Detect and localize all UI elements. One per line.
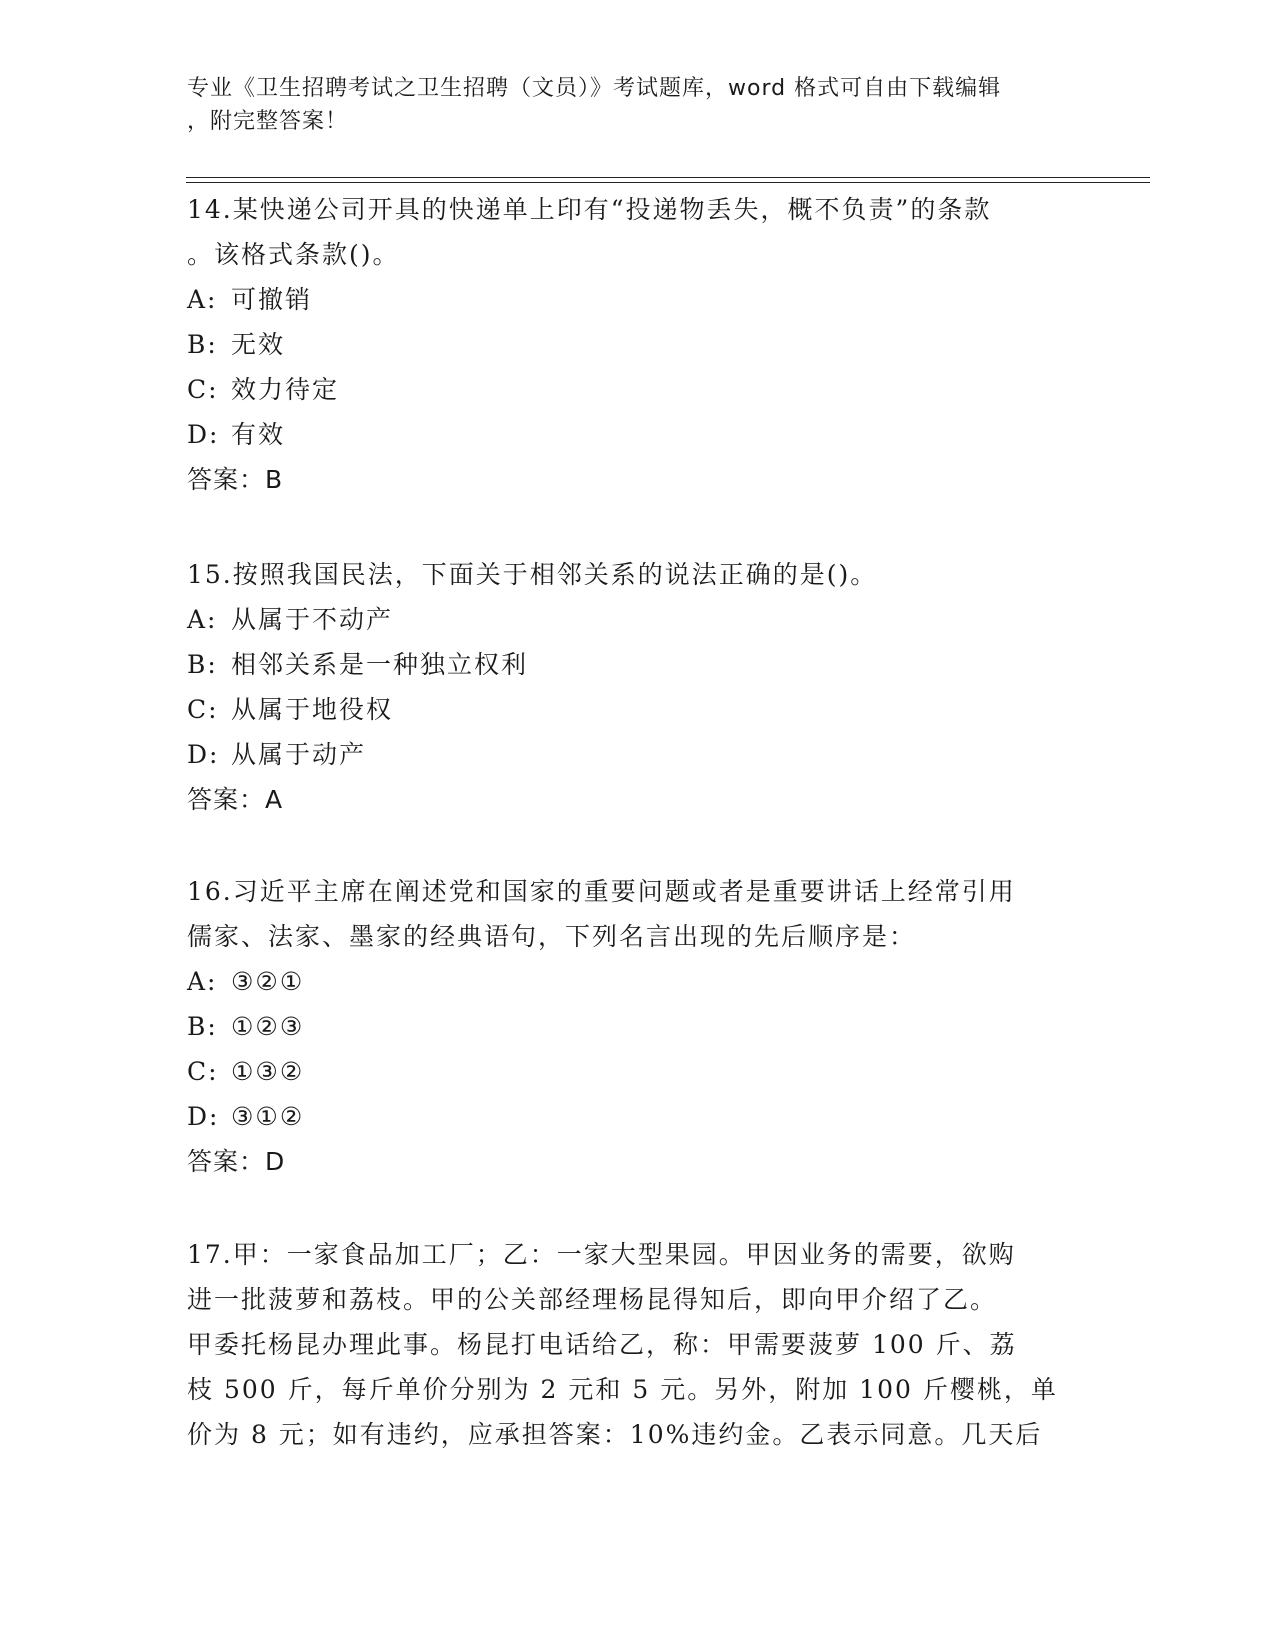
stem-line: 。该格式条款()。: [187, 240, 400, 269]
option-text: 无效: [231, 330, 286, 359]
option-letter: A:: [187, 285, 218, 314]
option-text: 可撤销: [231, 285, 313, 314]
stem-line: 16.习近平主席在阐述党和国家的重要问题或者是重要讲话上经常引用: [187, 877, 1016, 906]
answer-line: 答案：B: [187, 465, 284, 494]
option-letter: C:: [187, 695, 219, 724]
question-17: [187, 1232, 1067, 1457]
question-14: [187, 187, 1067, 502]
answer-line: 答案：D: [187, 1147, 286, 1176]
option-text: 从属于地役权: [231, 695, 394, 724]
question-15: [187, 552, 1067, 822]
option-b: [187, 642, 1067, 687]
answer-line: 答案：A: [187, 785, 284, 814]
stem-line: 甲委托杨昆办理此事。杨昆打电话给乙，称：甲需要菠萝 100 斤、荔: [187, 1330, 1017, 1359]
option-text: 效力待定: [231, 375, 340, 404]
stem-line: 价为 8 元；如有违约，应承担答案：10%违约金。乙表示同意。几天后: [187, 1420, 1043, 1449]
option-c: [187, 687, 1067, 732]
option-d: [187, 1094, 1067, 1139]
option-a: [187, 959, 1067, 1004]
option-text: ③②①: [231, 967, 305, 996]
header-divider-top: [186, 177, 1150, 178]
option-b: [187, 322, 1067, 367]
option-text: 相邻关系是一种独立权利: [231, 650, 529, 679]
option-letter: B:: [187, 330, 218, 359]
stem-line: 15.按照我国民法，下面关于相邻关系的说法正确的是()。: [187, 560, 878, 589]
stem-line: 枝 500 斤，每斤单价分别为 2 元和 5 元。另外，附加 100 斤樱桃，单: [187, 1375, 1058, 1404]
option-letter: B:: [187, 1012, 218, 1041]
option-letter: D:: [187, 420, 220, 449]
option-text: ①②③: [231, 1012, 305, 1041]
header-line: ，附完整答案！: [187, 109, 349, 134]
stem-line: 儒家、法家、墨家的经典语句，下列名言出现的先后顺序是：: [187, 922, 917, 951]
option-a: [187, 277, 1067, 322]
question-stem: [187, 187, 1067, 277]
stem-line: 进一批菠萝和荔枝。甲的公关部经理杨昆得知后，即向甲介绍了乙。: [187, 1285, 998, 1314]
question-16: [187, 869, 1067, 1184]
option-d: [187, 412, 1067, 457]
option-text: 有效: [231, 420, 286, 449]
option-a: [187, 597, 1067, 642]
option-text: ③①②: [231, 1102, 305, 1131]
option-c: [187, 1049, 1067, 1094]
option-b: [187, 1004, 1067, 1049]
option-text: 从属于动产: [231, 740, 367, 769]
option-d: [187, 732, 1067, 777]
option-letter: A:: [187, 967, 218, 996]
question-stem: [187, 869, 1067, 959]
option-letter: A:: [187, 605, 218, 634]
option-text: ①③②: [231, 1057, 305, 1086]
stem-line: 17.甲：一家食品加工厂；乙：一家大型果园。甲因业务的需要，欲购: [187, 1240, 1016, 1269]
option-letter: D:: [187, 740, 220, 769]
question-stem: [187, 1232, 1067, 1457]
option-text: 从属于不动产: [231, 605, 394, 634]
header-divider-bottom: [186, 182, 1150, 183]
stem-line: 14.某快递公司开具的快递单上印有“投递物丢失，概不负责”的条款: [187, 195, 992, 224]
option-letter: C:: [187, 375, 219, 404]
option-c: [187, 367, 1067, 412]
header-line: 专业《卫生招聘考试之卫生招聘（文员）》考试题库，word 格式可自由下载编辑: [187, 76, 1002, 101]
option-letter: C:: [187, 1057, 219, 1086]
question-stem: [187, 552, 1067, 597]
document-header: [187, 72, 1067, 138]
option-letter: B:: [187, 650, 218, 679]
option-letter: D:: [187, 1102, 220, 1131]
